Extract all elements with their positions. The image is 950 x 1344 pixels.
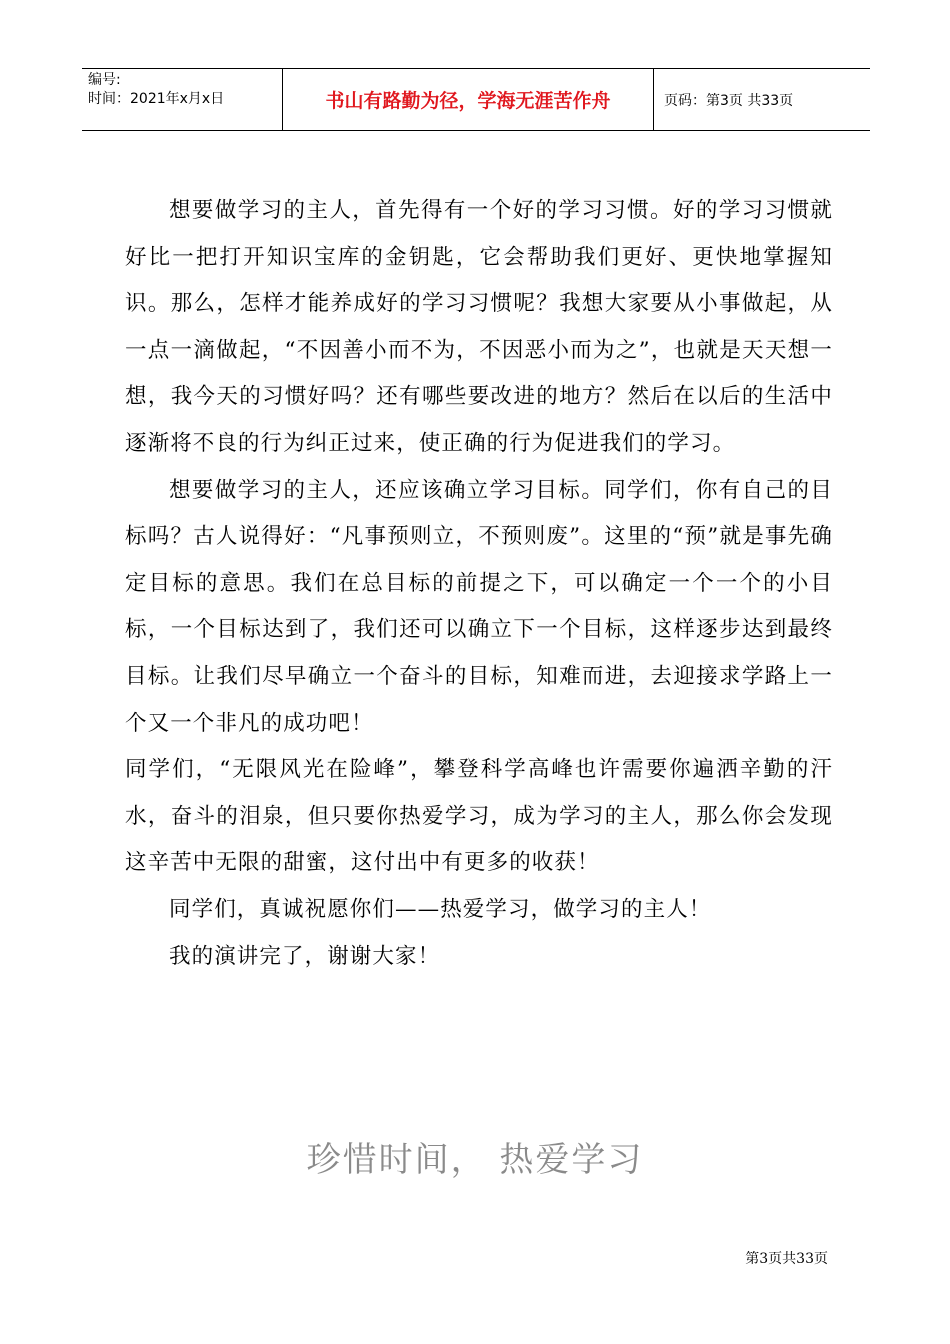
next-section-title: 珍惜时间， 热爱学习 [306, 1140, 644, 1180]
paragraph: 我的演讲完了，谢谢大家！ [169, 943, 441, 969]
page-header [82, 68, 870, 131]
header-meta [82, 69, 282, 130]
paragraph: 同学们，真诚祝愿你们——热爱学习，做学习的主人！ [169, 896, 712, 922]
document-number-label: 编号: [88, 72, 121, 88]
document-date: 时间：2021年x月x日 [88, 91, 225, 107]
header-page-info: 页码：第3页 共33页 [664, 92, 794, 109]
paragraph: 同学们，“无限风光在险峰”，攀登科学高峰也许需要你遍洒辛勤的汗水，奋斗的泪泉，但只要你热爱学习，成为学习的主人，那么你会发现这辛苦中无限的甜蜜，这付出中有更多的收获！ [125, 757, 833, 876]
header-motto: 书山有路勤为径，学海无涯苦作舟 [282, 69, 654, 130]
paragraph: 想要做学习的主人，还应该确立学习目标。同学们，你有自己的目标吗？古人说得好：“凡事预则立，不预则废”。这里的“预”就是事先确定目标的意思。我们在总目标的前提之下，可以确定一个一个的小目标，一个目标达到了，我们还可以确立下一个目标，这样逐步达到最终目标。让我们尽早确立一个奋斗的目标，知难而进，去迎接求学路上一个又一个非凡的成功吧！ [125, 477, 833, 736]
page-footer: 第3页共33页 [745, 1251, 828, 1267]
paragraph: 想要做学习的主人，首先得有一个好的学习习惯。好的学习习惯就好比一把打开知识宝库的金钥匙，它会帮助我们更好、更快地掌握知识。那么，怎样才能养成好的学习习惯呢？我想大家要从小事做起，从一点一滴做起，“不因善小而不为，不因恶小而为之”，也就是天天想一想，我今天的习惯好吗？还有哪些要改进的地方？然后在以后的生活中逐渐将不良的行为纠正过来，使正确的行为促进我们的学习。 [125, 198, 833, 456]
speech-body [125, 188, 833, 980]
